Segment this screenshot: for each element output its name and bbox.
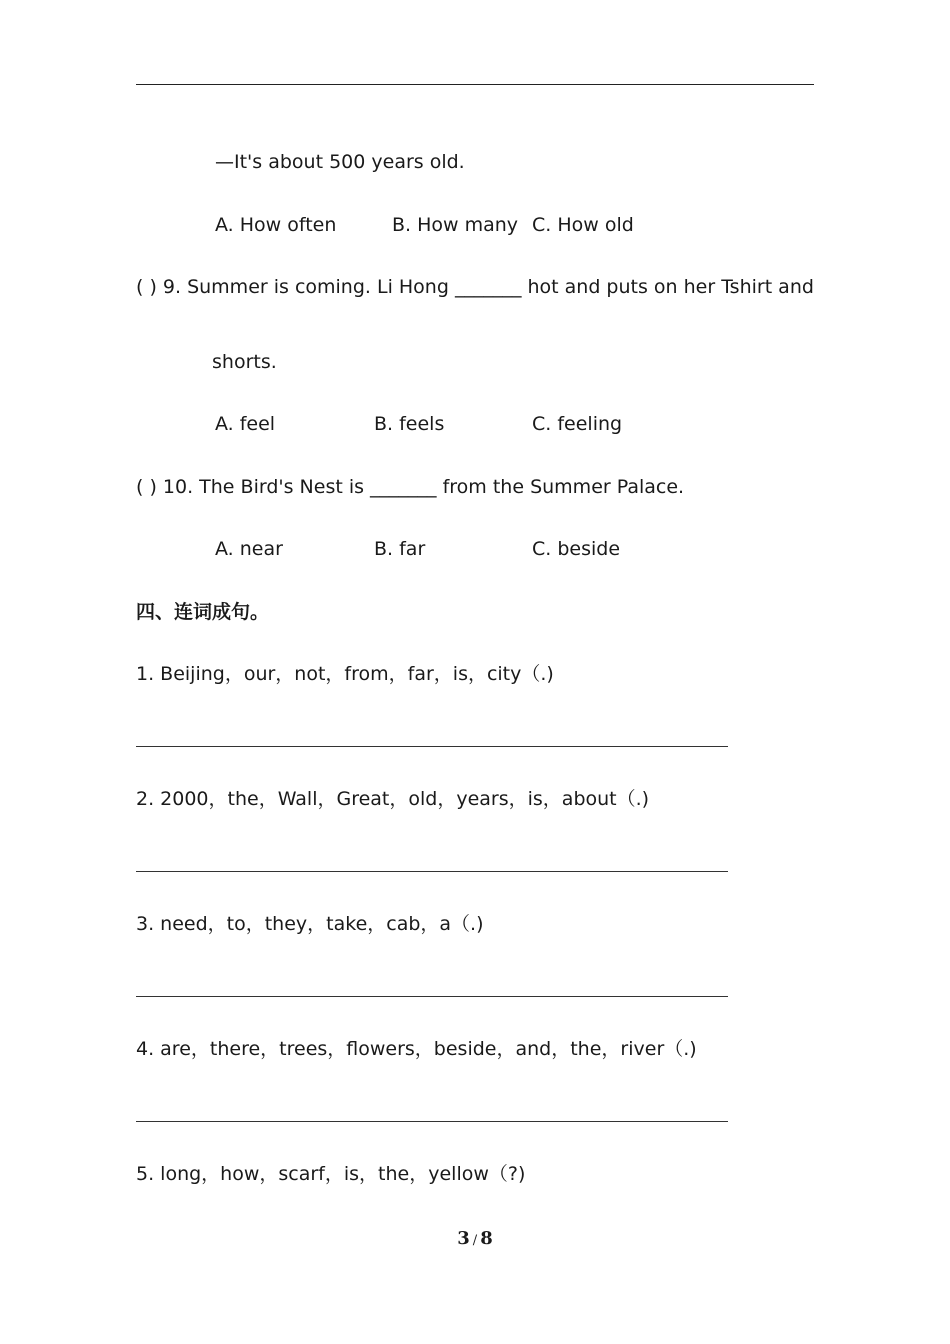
sentence-item-5: 5. long，how，scarf，is，the，yellow（?) [136,1163,526,1185]
q8-option-c: C. How old [532,214,634,236]
answer-line-1 [136,746,728,747]
q9-option-a: A. feel [215,413,276,435]
q10-option-a: A. near [215,538,283,560]
q10-stem: ( ) 10. The Bird's Nest is _______ from the Summer Palace. [136,476,685,498]
q9-option-b: B. feels [374,413,445,435]
q8-option-b: B. How many [392,214,519,236]
answer-line-2 [136,871,728,872]
page-number [0,1228,950,1249]
q8-option-a: A. How often [215,214,337,236]
q9-option-c: C. feeling [532,413,623,435]
answer-line-4 [136,1121,728,1122]
page-separator: / [472,1233,478,1248]
q10-option-b: B. far [374,538,426,560]
answer-line-3 [136,996,728,997]
q9-stem: ( ) 9. Summer is coming. Li Hong _______ hot and puts on her Tshirt and [136,276,814,298]
sentence-item-1: 1. Beijing，our，not，from，far，is，city（.) [136,663,554,685]
sentence-item-2: 2. 2000，the，Wall，Great，old，years，is，about（.) [136,788,650,810]
sentence-item-4: 4. are，there，trees，flowers，beside，and，the，river（.) [136,1038,697,1060]
q9-stem-continued: shorts. [212,351,277,373]
q10-option-c: C. beside [532,538,621,560]
q8-answer-line: —It's about 500 years old. [215,151,465,173]
section-title: 四、连词成句。 [136,601,270,623]
sentence-item-3: 3. need，to，they，take，cab，a（.) [136,913,484,935]
total-pages: 8 [480,1228,493,1249]
header-rule [136,84,814,85]
current-page: 3 [457,1228,470,1249]
